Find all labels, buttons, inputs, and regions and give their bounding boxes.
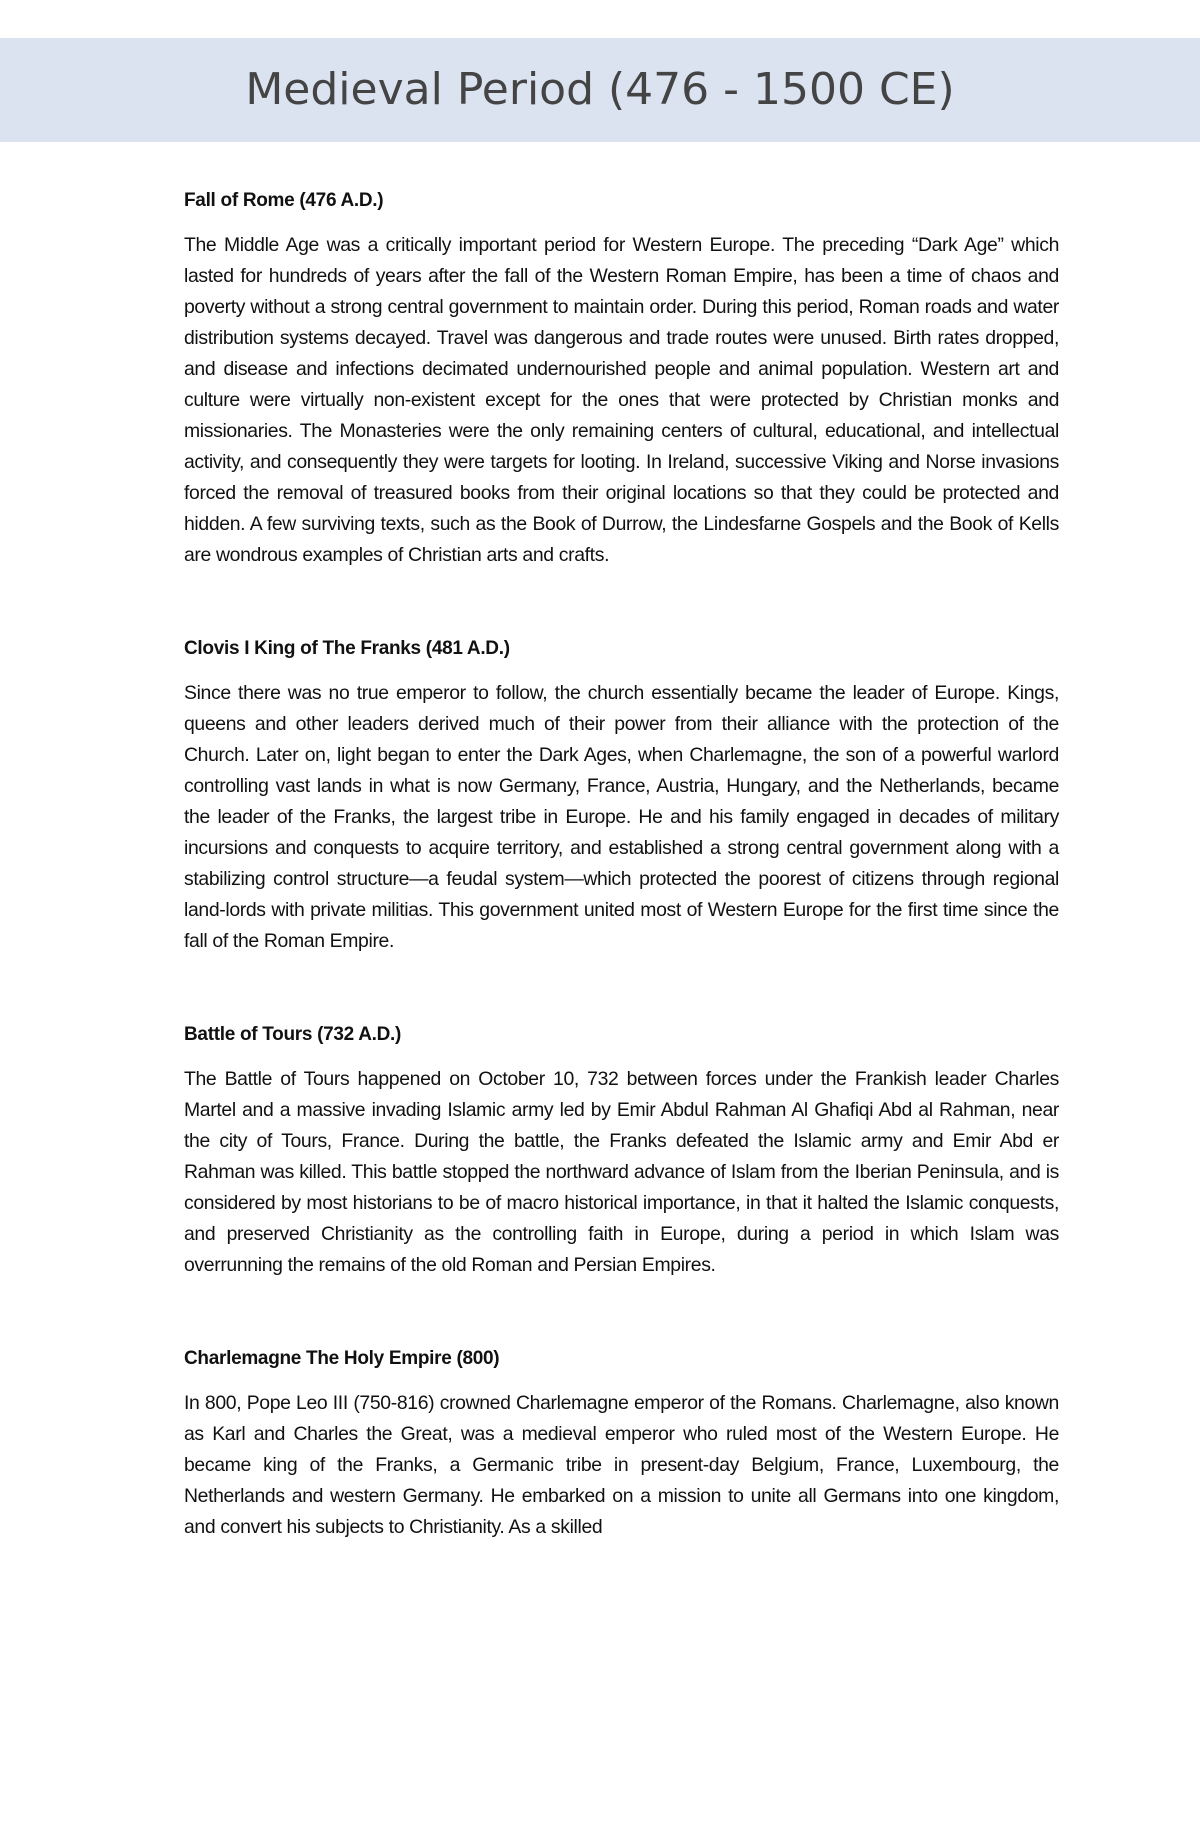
section-paragraph: The Middle Age was a critically important period for Western Europe. The preceding “Dark Age” which lasted for hundreds of years after the fall of the Western Roman Empire, has been a time of chaos and poverty without a strong central government to maintain order. During this period, Roman roads and water distribution systems decayed. Travel was dangerous and trade routes were unused. Birth rates dropped, and disease and infections decimated undernourished people and animal population. Western art and culture were virtually non-existent except for the ones that were protected by Christian monks and missionaries. The Monasteries were the only remaining centers of cultural, educational, and intellectual activity, and consequently they were targets for looting. In Ireland, successive Viking and Norse invasions forced the removal of treasured books from their original locations so that they could be protected and hidden. A few surviving texts, such as the Book of Durrow, the Lindesfarne Gospels and the Book of Kells are wondrous examples of Christian arts and crafts. bbox=[184, 234, 1059, 566]
document-body bbox=[184, 186, 1059, 1637]
section-paragraph: In 800, Pope Leo III (750-816) crowned Charlemagne emperor of the Romans. Charlemagne, also known as Karl and Charles the Great, was a medieval emperor who ruled most of the Western Europe. He became king of the Franks, a Germanic tribe in present-day Belgium, France, Luxembourg, the Netherlands and western Germany. He embarked on a mission to unite all Germans into one kingdom, and convert his subjects to Christianity. As a skilled bbox=[184, 1392, 1059, 1538]
section-heading: Clovis I King of The Franks (481 A.D.) bbox=[184, 638, 510, 659]
section-heading: Battle of Tours (732 A.D.) bbox=[184, 1024, 402, 1045]
section-clovis bbox=[184, 634, 1059, 957]
page-title: Medieval Period (476 - 1500 CE) bbox=[245, 64, 955, 115]
section-paragraph: Since there was no true emperor to follow, the church essentially became the leader of Europe. Kings, queens and other leaders derived much of their power from their alliance with the protection of the Church. Later on, light began to enter the Dark Ages, when Charlemagne, the son of a powerful warlord controlling vast lands in what is now Germany, France, Austria, Hungary, and the Netherlands, became the leader of the Franks, the largest tribe in Europe. He and his family engaged in decades of military incursions and conquests to acquire territory, and established a strong central government along with a stabilizing control structure—a feudal system—which protected the poorest of citizens through regional land-lords with private militias. This government united most of Western Europe for the first time since the fall of the Roman Empire. bbox=[184, 682, 1059, 952]
section-charlemagne bbox=[184, 1344, 1059, 1574]
section-fall-of-rome bbox=[184, 186, 1059, 571]
section-paragraph: The Battle of Tours happened on October 10, 732 between forces under the Frankish leader Charles Martel and a massive invading Islamic army led by Emir Abdul Rahman Al Ghafiqi Abd al Rahman, near the city of Tours, France. During the battle, the Franks defeated the Islamic army and Emir Abd er Rahman was killed. This battle stopped the northward advance of Islam from the Iberian Peninsula, and is considered by most historians to be of macro historical importance, in that it halted the Islamic conquests, and preserved Christianity as the controlling faith in Europe, during a period in which Islam was overrunning the remains of the old Roman and Persian Empires. bbox=[184, 1068, 1059, 1276]
section-heading: Charlemagne The Holy Empire (800) bbox=[184, 1348, 500, 1369]
section-battle-of-tours bbox=[184, 1020, 1059, 1281]
section-heading: Fall of Rome (476 A.D.) bbox=[184, 190, 384, 211]
